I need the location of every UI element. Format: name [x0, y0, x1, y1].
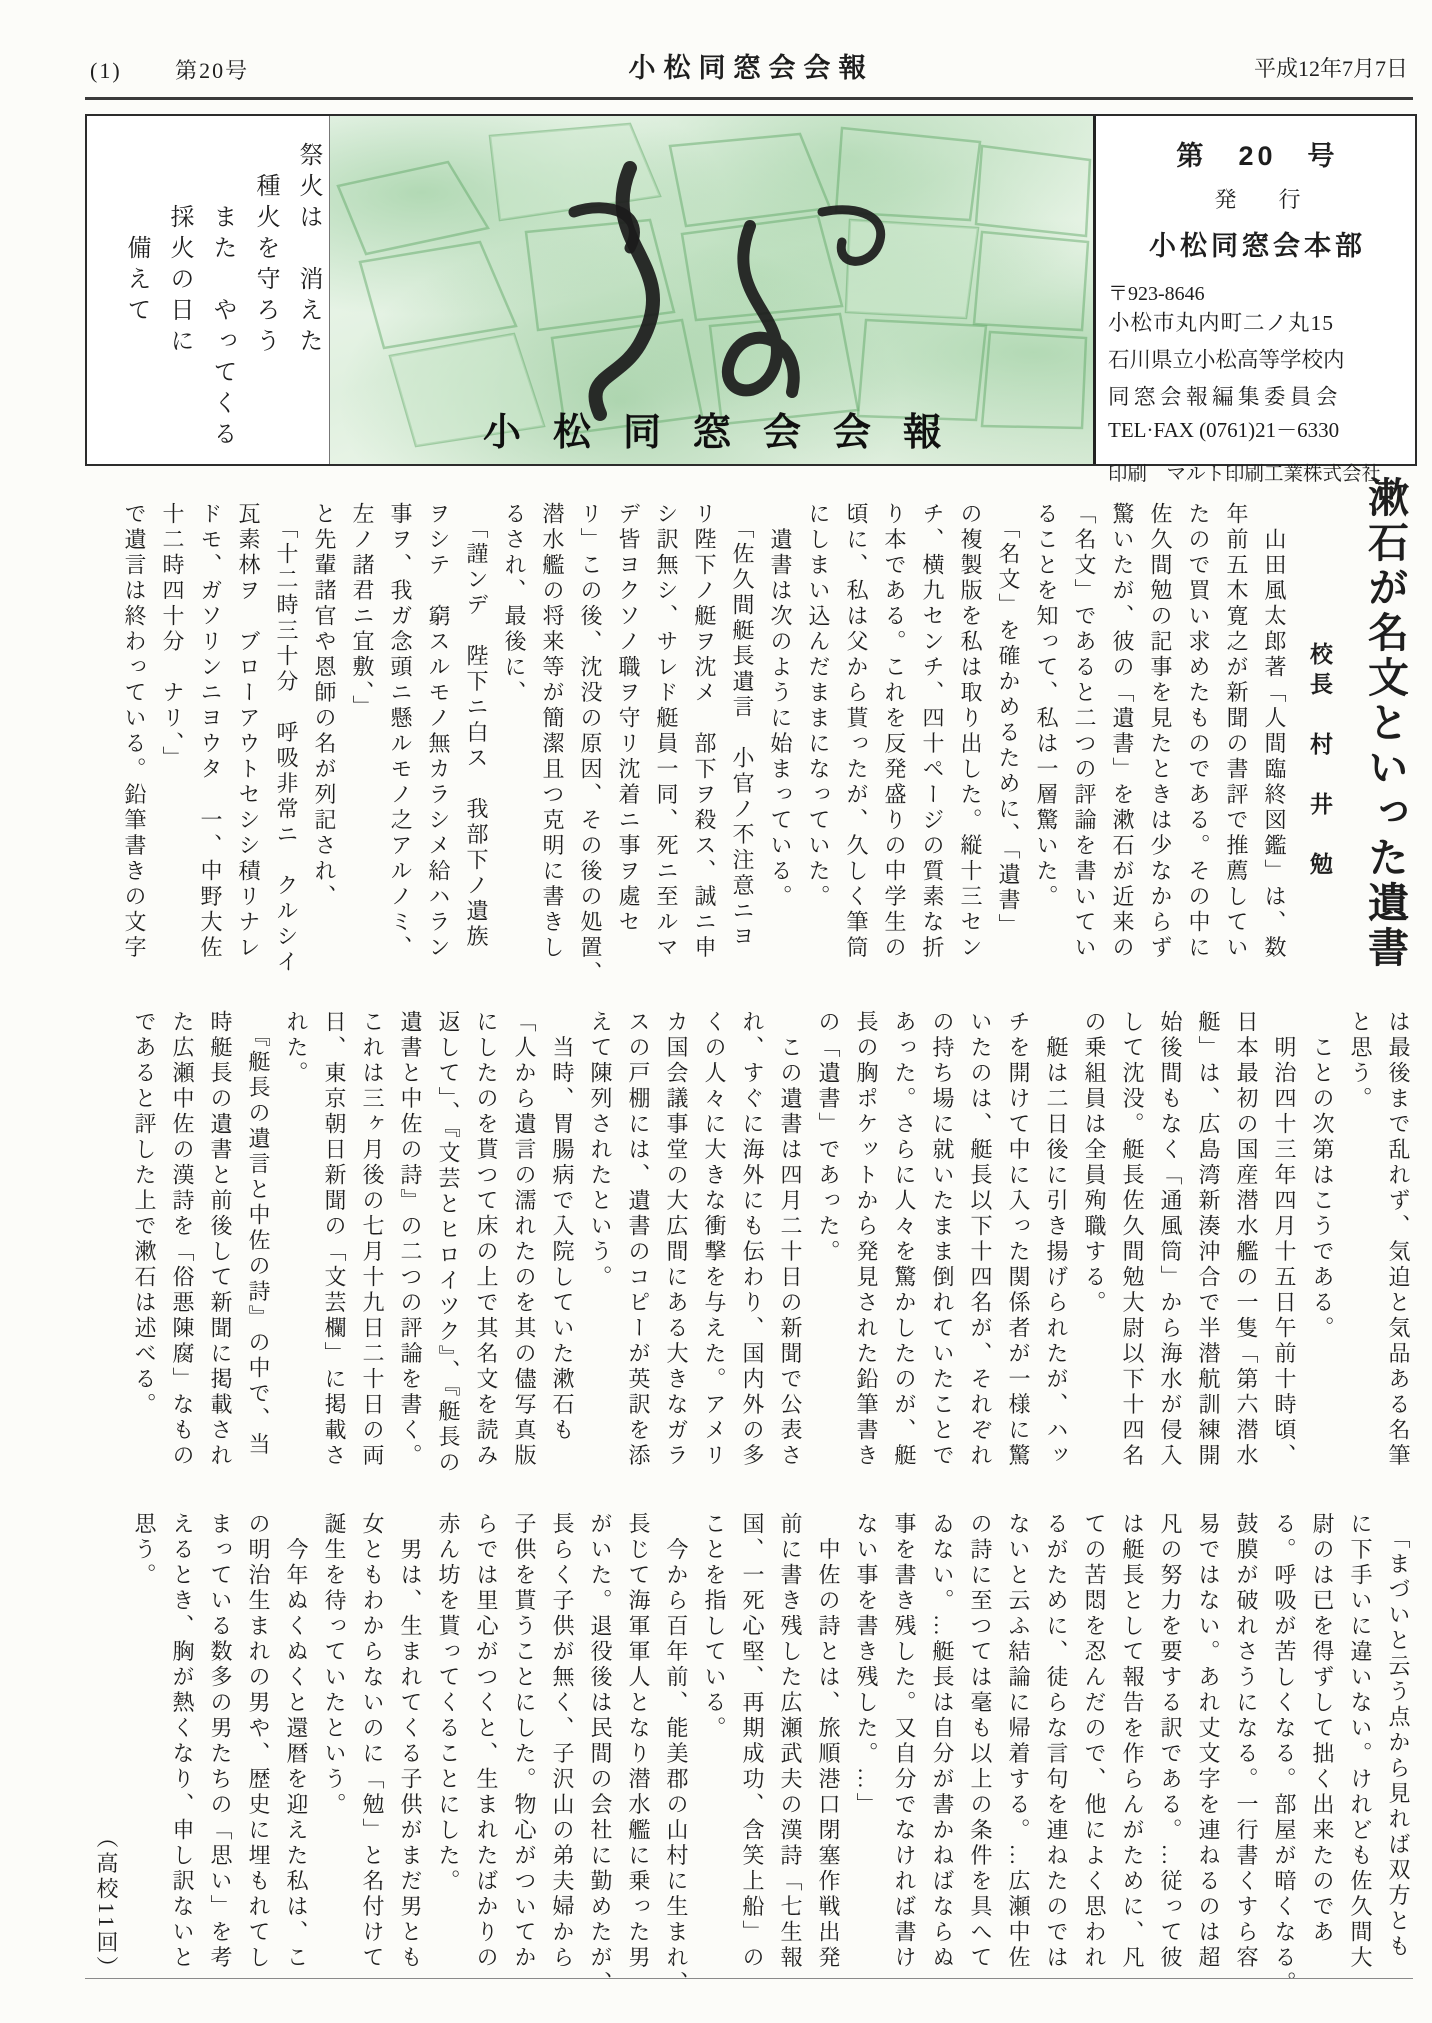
- text-column: た広瀬中佐の漢詩を「俗悪陳腐」なもの: [170, 1010, 195, 1469]
- calligraphy-logo: [574, 168, 881, 414]
- text-column: カ国会議事堂の大広間にある大きなガラ: [664, 1010, 689, 1469]
- text-column: 長らく子供が無く、子沢山の弟夫婦から: [550, 1512, 575, 1971]
- article-body-band-1: [85, 502, 1293, 987]
- text-column: であると評した上で漱石は述べる。: [132, 1010, 157, 1418]
- text-column: デ皆ヨクソノ職ヲ守リ沈着ニ事ヲ處セ: [616, 502, 641, 936]
- text-column: 誕生を待っていたという。: [322, 1512, 347, 1818]
- text-column: 「名文」を確かめるために、「遺書」: [996, 502, 1021, 939]
- masthead-box: [85, 114, 1417, 485]
- text-column: 返して」、『文芸とヒロイツク』、『艇長の: [436, 1010, 461, 1476]
- text-column: 子供を貰うことにした。物心がついてか: [512, 1512, 537, 1971]
- text-column: 明治四十三年四月十五日午前十時頃、: [1272, 1010, 1297, 1469]
- article-author: 校長 村 井 勉: [1307, 642, 1333, 882]
- text-column: 頃に、私は父から貰ったが、久しく筆筒: [844, 502, 869, 961]
- text-column: シ訳無シ、サレド艇員一同、死ニ至ルマ: [654, 502, 679, 961]
- text-column: 祭火は 消えた: [295, 142, 321, 359]
- text-column: 採火の日に: [166, 142, 192, 359]
- text-column: れ、すぐに海外にも伝わり、国内外の多: [740, 1010, 765, 1469]
- text-column: 凡の努力を要する訳である。…従って彼: [1158, 1512, 1183, 1971]
- text-column: らでは里心がつくと、生まれたばかりの: [474, 1512, 499, 1971]
- footer-rule: [85, 1978, 1413, 1979]
- page-header: [88, 42, 1414, 90]
- text-column: は艇長として報告を作らんがために、凡: [1120, 1512, 1145, 1971]
- text-column: 今年ぬくぬくと還暦を迎えた私は、こ: [284, 1512, 309, 1971]
- text-column: あった。さらに人々を驚かしたのが、艇: [892, 1010, 917, 1469]
- text-column: にしたのを貰つて床の上で其名文を読み: [474, 1010, 499, 1469]
- publisher-name: 小松同窓会本部: [1149, 231, 1366, 261]
- editorial-committee: 同窓会報編集委員会: [1108, 385, 1343, 409]
- text-column: 日、東京朝日新聞の「文芸欄」に掲載さ: [322, 1010, 347, 1469]
- text-column: 事を書き残した。又自分でなければ書け: [892, 1512, 917, 1971]
- issue-label: 第20号: [175, 58, 250, 83]
- text-column: り本である。これを反発盛りの中学生の: [882, 502, 907, 961]
- article-title: 漱石が名文といった遺書: [1362, 476, 1408, 971]
- text-column: たので買い求めたものである。その中に: [1186, 502, 1211, 961]
- text-column: ての苦悶を忍んだので、他によく思われ: [1082, 1512, 1107, 1971]
- text-column: 思う。: [132, 1512, 157, 1589]
- text-column: 国、一死心堅、再期成功、含笑上船」の: [740, 1512, 765, 1971]
- text-column: 長の胸ポケットから発見された鉛筆書き: [854, 1010, 879, 1469]
- text-column: くの人々に大きな衝撃を与えた。アメリ: [702, 1010, 727, 1469]
- stone-wall-image: [329, 116, 1096, 464]
- text-column: の「遺書」であった。: [816, 1010, 841, 1265]
- text-column: るがために、徒らな言句を連ねたのでは: [1044, 1512, 1069, 1971]
- text-column: れた。: [284, 1010, 309, 1087]
- text-column: 始後間もなく「通風筒」から海水が侵入: [1158, 1010, 1183, 1469]
- text-column: また やってくる: [209, 142, 235, 452]
- text-column: 「名文」であると二つの評論を書いてい: [1072, 502, 1097, 961]
- text-column: 鼓膜が破れさうになる。一行書くすら容: [1234, 1512, 1259, 1971]
- text-column: 年前五木寛之が新聞の書評で推薦してい: [1224, 502, 1249, 961]
- text-column: る。呼吸が苦しくなる。部屋が暗くなる。: [1272, 1512, 1297, 1997]
- text-column: 長じて海軍軍人となり潜水艦に乗った男: [626, 1512, 651, 1971]
- main-article: [85, 470, 1417, 1997]
- text-column: 尉のは已を得ずして拙く出来たのであ: [1310, 1512, 1335, 1946]
- text-column: に下手いに違いない。けれども佐久間大: [1348, 1512, 1373, 1971]
- masthead-banner-title: 小松同窓会会報: [482, 412, 973, 454]
- text-column: ることを知って、私は一層驚いた。: [1034, 502, 1059, 910]
- text-column: チ、横九センチ、四十ページの質素な折: [920, 502, 945, 961]
- newsletter-title: 小松同窓会会報: [628, 53, 874, 83]
- text-column: 前に書き残した広瀬武夫の漢詩「七生報: [778, 1512, 803, 1971]
- text-column: スの戸棚には、遺書のコピーが英訳を添: [626, 1010, 651, 1469]
- publication-info: [1093, 116, 1415, 485]
- text-column: 「まづいと云う点から見れば双方とも: [1386, 1512, 1411, 1960]
- text-column: ゐない。…艇長は自分が書かねばならぬ: [930, 1512, 955, 1971]
- text-column: 易ではない。あれ丈文字を連ねるのは超: [1196, 1512, 1221, 1971]
- text-column: 佐久間勉の記事を見たときは少なからず: [1148, 502, 1173, 961]
- header-rule: [85, 97, 1413, 100]
- text-column: ドモ、ガソリンニヨウタ 一、中野大佐: [198, 502, 223, 961]
- text-column: は最後まで乱れず、気迫と気品ある名筆: [1386, 1010, 1411, 1469]
- text-column: 遺書と中佐の詩』の二つの評論を書く。: [398, 1010, 423, 1469]
- text-column: 「十二時三十分 呼吸非常ニ クルシイ: [274, 502, 299, 976]
- text-column: で遺言は終わっている。鉛筆書きの文字: [122, 502, 147, 961]
- publication-date: 平成12年7月7日: [1253, 56, 1408, 81]
- article-body-band-2: [85, 1010, 1417, 1502]
- text-column: いたのは、艇長以下十四名が、それぞれ: [968, 1010, 993, 1469]
- text-column: ことの次第はこうである。: [1310, 1010, 1335, 1342]
- tel-fax: TEL·FAX (0761)21－6330: [1108, 418, 1340, 442]
- text-column: 女ともわからないのに「勉」と名付けて: [360, 1512, 385, 1971]
- issue-number: 第 20 号: [1176, 141, 1339, 171]
- text-column: （高校11回）: [94, 1826, 119, 1982]
- text-column: ないと云ふ結論に帰着する。…広瀬中佐: [1006, 1512, 1031, 1971]
- text-column: の複製版を私は取り出した。縦十三セン: [958, 502, 983, 961]
- text-column: 時艇長の遺書と前後して新聞に掲載され: [208, 1010, 233, 1469]
- text-column: の持ち場に就いたまま倒れていたことで: [930, 1010, 955, 1469]
- text-column: チを開けて中に入った関係者が一様に驚: [1006, 1010, 1031, 1469]
- text-column: リ」この後、沈没の原因、その後の処置、: [578, 502, 603, 987]
- text-column: 艇は二日後に引き揚げられたが、ハッ: [1044, 1010, 1069, 1469]
- text-column: と先輩諸官や恩師の名が列記され、: [312, 502, 337, 910]
- text-column: ヲシテ 窮スルモノ無カラシメ給ハラン: [426, 502, 451, 961]
- text-column: 事ヲ、我ガ念頭ニ懸ルモノ之アルノミ、: [388, 502, 413, 961]
- text-column: 赤ん坊を貰ってくることにした。: [436, 1512, 461, 1895]
- text-column: 山田風太郎著「人間臨終図鑑」は、数: [1262, 502, 1287, 961]
- text-column: 驚いたが、彼の「遺書」を漱石が近来の: [1110, 502, 1135, 961]
- text-column: えるとき、胸が熱くなり、申し訳ないと: [170, 1512, 195, 1971]
- text-column: 中佐の詩とは、旅順港口閉塞作戦出発: [816, 1512, 841, 1971]
- text-column: 備えて: [123, 142, 149, 328]
- text-column: 「人から遺言の濡れたのを其の儘写真版: [512, 1010, 537, 1469]
- text-column: リ陛下ノ艇ヲ沈メ 部下ヲ殺ス、誠ニ申: [692, 502, 717, 961]
- text-column: この遺書は四月二十日の新聞で公表さ: [778, 1010, 803, 1469]
- text-column: 今から百年前、能美郡の山村に生まれ、: [664, 1512, 689, 1997]
- text-column: これは三ヶ月後の七月十九日二十日の両: [360, 1010, 385, 1469]
- text-column: 男は、生まれてくる子供がまだ男とも: [398, 1512, 423, 1971]
- article-body-band-3: [85, 1512, 1417, 1997]
- text-column: の乗組員は全員殉職する。: [1082, 1010, 1107, 1316]
- text-column: の詩に至つては毫も以上の条件を具へて: [968, 1512, 993, 1971]
- text-column: 瓦素林ヲ ブローアウトセシシ積リナレ: [236, 502, 261, 961]
- text-column: 日本最初の国産潜水艦の一隻「第六潜水: [1234, 1010, 1259, 1469]
- publisher-label: 発 行: [1214, 187, 1311, 212]
- text-column: 十二時四十分 ナリ、」: [160, 502, 185, 772]
- masthead-slogan: [87, 116, 345, 464]
- text-column: 遺書は次のように始まっている。: [768, 502, 793, 910]
- text-column: 種火を守ろう: [252, 142, 278, 359]
- address-line-1: 小松市丸内町二ノ丸15: [1108, 311, 1335, 335]
- text-column: の明治生まれの男や、歴史に埋もれてし: [246, 1512, 271, 1971]
- text-column: して沈没。艇長佐久間勉大尉以下十四名: [1120, 1010, 1145, 1469]
- text-column: 左ノ諸君ニ宜敷、」: [350, 502, 375, 721]
- text-column: と思う。: [1348, 1010, 1373, 1112]
- text-column: ことを指している。: [702, 1512, 727, 1742]
- page-number: (1): [90, 58, 122, 83]
- text-column: ない事を書き残した。…」: [854, 1512, 879, 1818]
- text-column: えて陳列されたという。: [588, 1010, 613, 1291]
- text-column: 「佐久間艇長遺言 小官ノ不注意ニヨ: [730, 502, 755, 950]
- text-column: 艇」は、広島湾新湊沖合で半潜航訓練開: [1196, 1010, 1221, 1469]
- text-column: にしまい込んだままになっていた。: [806, 502, 831, 910]
- text-column: がいた。退役後は民間の会社に勤めたが、: [588, 1512, 613, 1997]
- text-column: 『艇長の遺言と中佐の詩』の中で、当: [246, 1010, 271, 1458]
- postal-code: 〒923-8646: [1108, 283, 1205, 305]
- text-column: るされ、最後に、: [502, 502, 527, 706]
- address-line-2: 石川県立小松高等学校内: [1108, 348, 1345, 372]
- text-column: 潜水艦の将来等が簡潔且つ克明に書きし: [540, 502, 565, 961]
- text-column: まっている数多の男たちの「思い」を考: [208, 1512, 233, 1971]
- text-column: 当時、胃腸病で入院していた漱石も: [550, 1010, 575, 1444]
- printer-credit: 印刷 マルト印刷工業株式会社: [1108, 464, 1382, 485]
- text-column: 「謹ンデ 陛下ニ白ス 我部下ノ遺族: [464, 502, 489, 950]
